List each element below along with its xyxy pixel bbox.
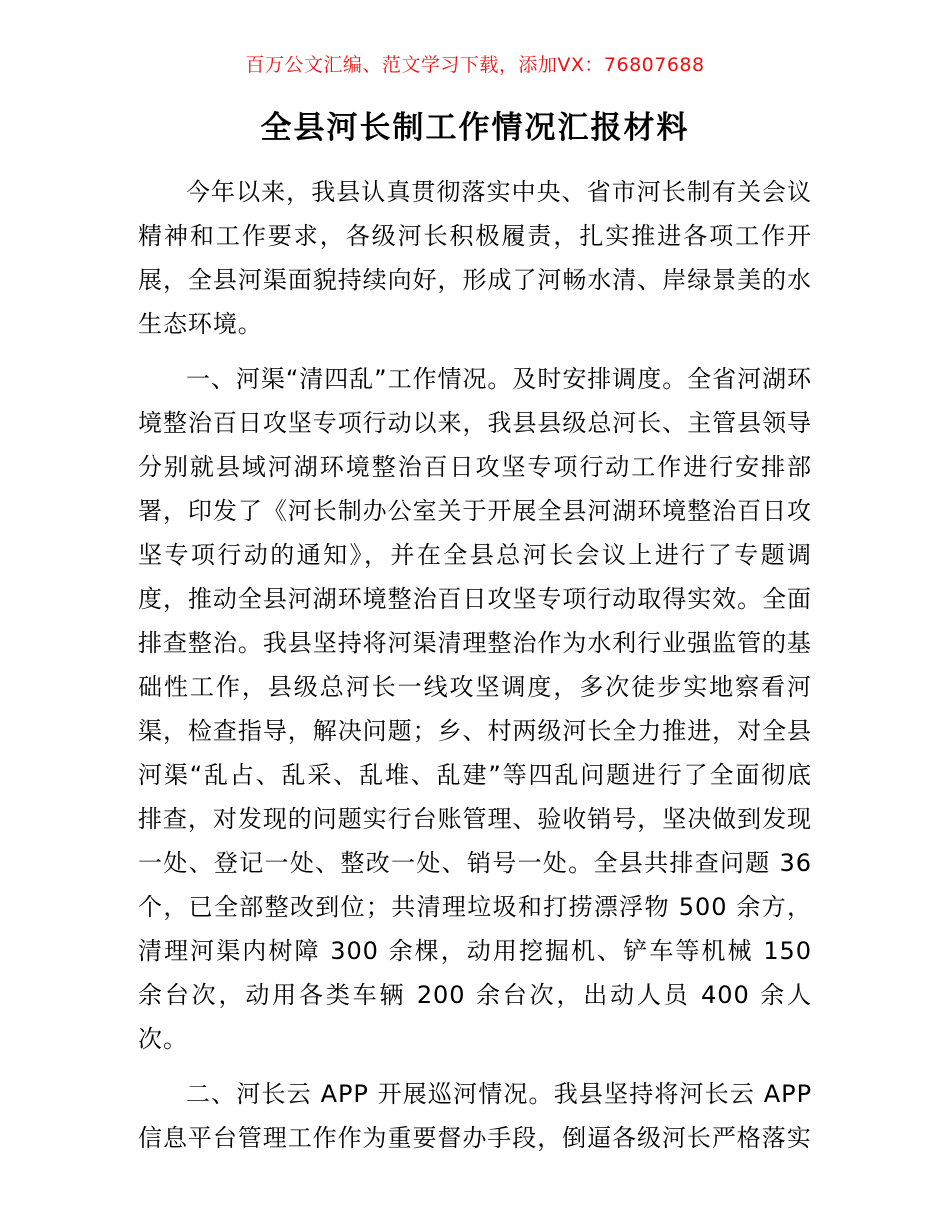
document-title: 全县河长制工作情况汇报材料: [260, 110, 690, 146]
document-body: [138, 170, 812, 1160]
body-paragraph-1: 今年以来，我县认真贯彻落实中央、省市河长制有关会议精神和工作要求，各级河长积极履责，扎实推进各项工作开展，全县河渠面貌持续向好，形成了河畅水清、岸绿景美的水生态环境。: [138, 178, 812, 338]
body-paragraph-2: 一、河渠“清四乱”工作情况。及时安排调度。全省河湖环境整治百日攻坚专项行动以来，我县县级总河长、主管县领导分别就县域河湖环境整治百日攻坚专项行动工作进行安排部署，印发了《河长制办公室关于开展全县河湖环境整治百日攻坚专项行动的通知》，并在全县总河长会议上进行了专题调度，推动全县河湖环境整治百日攻坚专项行动取得实效。全面排查整治。我县坚持将河渠清理整治作为水利行业强监管的基础性工作，县级总河长一线攻坚调度，多次徒步实地察看河渠，检查指导，解决问题；乡、村两级河长全力推进，对全县河渠“乱占、乱采、乱堆、乱建”等四乱问题进行了全面彻底排查，对发现的问题实行台账管理、验收销号，坚决做到发现一处、登记一处、整改一处、销号一处。全县共排查问题 36 个，已全部整改到位；共清理垃圾和打捞漂浮物 500 余方，清理河渠内树障 300 余棵，动用挖掘机、铲车等机械 150 余台次，动用各类车辆 200 余台次，出动人员 400 余人次。: [138, 365, 812, 1053]
header-notice: 百万公文汇编、范文学习下载，添加VX：76807688: [245, 54, 705, 76]
body-paragraph-3: 二、河长云 APP 开展巡河情况。我县坚持将河长云 APP 信息平台管理工作作为重要督办手段，倒逼各级河长严格落实: [138, 1080, 812, 1152]
